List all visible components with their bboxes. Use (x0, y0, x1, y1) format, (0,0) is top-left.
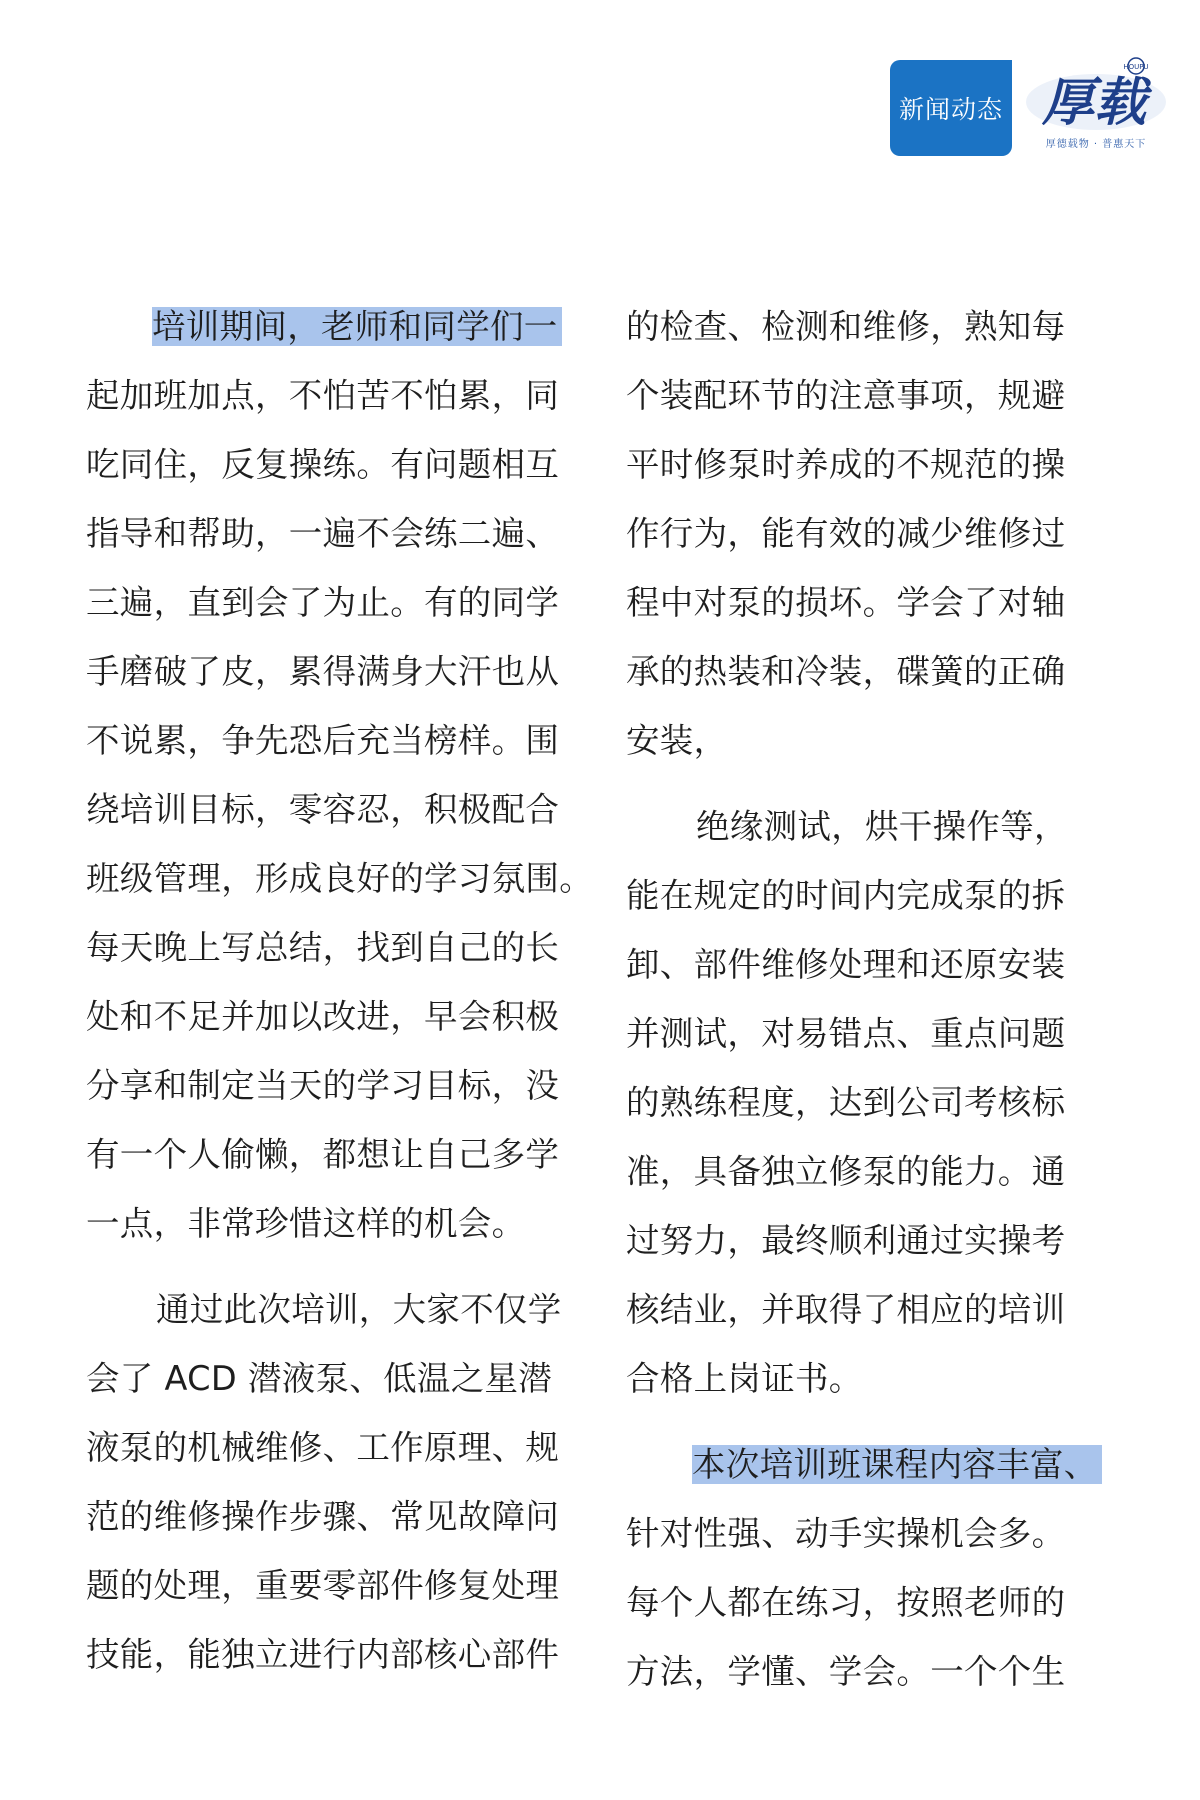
text-line: 一点，非常珍惜这样的机会。 (86, 1204, 526, 1243)
paragraph-training-period (86, 292, 593, 1258)
text-line: 卸、部件维修处理和还原安装 (626, 945, 1066, 984)
text-line: 能在规定的时间内完成泵的拆 (626, 876, 1066, 915)
text-line: 的检查、检测和维修，熟知每 (626, 307, 1066, 346)
text-line: 作行为，能有效的减少维修过 (626, 514, 1066, 553)
text-line: 会了 ACD 潜液泵、低温之星潜 (86, 1359, 553, 1398)
left-column (86, 292, 593, 1689)
text-line: 有一个人偷懒，都想让自己多学 (86, 1135, 560, 1174)
text-line: 分享和制定当天的学习目标，没 (86, 1066, 560, 1105)
text-line: 针对性强、动手实操机会多。 (626, 1514, 1066, 1553)
text-line: 起加班加点，不怕苦不怕累，同 (86, 376, 560, 415)
paragraph-training-results (86, 1275, 586, 1689)
logo-mark: 厚载 (1041, 72, 1147, 133)
paragraph-continuation (626, 292, 1126, 775)
logo-slogan: 厚德载物 · 普惠天下 (1045, 139, 1147, 150)
text-line: 承的热装和冷装，碟簧的正确 (626, 652, 1066, 691)
text-line: 指导和帮助，一遍不会练二遍、 (86, 514, 560, 553)
text-line: 合格上岗证书。 (626, 1359, 863, 1398)
text-line: 不说累，争先恐后充当榜样。围 (86, 721, 560, 760)
news-section-badge (890, 60, 1012, 156)
text-line: 准，具备独立修泵的能力。通 (626, 1152, 1066, 1191)
text-line: 并测试，对易错点、重点问题 (626, 1014, 1066, 1053)
highlighted-lead-line: 本次培训班课程内容丰富、 (692, 1445, 1102, 1484)
paragraph-course-summary (626, 1430, 1126, 1706)
text-line: 技能，能独立进行内部核心部件 (86, 1635, 560, 1674)
logo-brand: HOUPU (1123, 63, 1149, 71)
text-line: 吃同住，反复操练。有问题相互 (86, 445, 560, 484)
text-line: 安装， (626, 721, 728, 760)
text-line: 范的维修操作步骤、常见故障问 (86, 1497, 560, 1536)
text-line: 方法，学懂、学会。一个个生 (626, 1652, 1066, 1691)
text-line: 处和不足并加以改进，早会积极 (86, 997, 560, 1036)
text-line: 过努力，最终顺利通过实操考 (626, 1221, 1066, 1260)
text-line: 绕培训目标，零容忍，积极配合 (86, 790, 560, 829)
text-line: 液泵的机械维修、工作原理、规 (86, 1428, 560, 1467)
text-line: 班级管理，形成良好的学习氛围。 (86, 859, 593, 898)
text-line: 平时修泵时养成的不规范的操 (626, 445, 1066, 484)
text-line: 程中对泵的损坏。学会了对轴 (626, 583, 1066, 622)
badge-label: 新闻动态 (898, 95, 1003, 124)
text-line: 每天晚上写总结，找到自己的长 (86, 928, 560, 967)
text-line: 的熟练程度，达到公司考核标 (626, 1083, 1066, 1122)
text-line: 通过此次培训，大家不仅学 (156, 1290, 562, 1329)
right-column (626, 292, 1126, 1706)
text-line: 每个人都在练习，按照老师的 (626, 1583, 1066, 1622)
text-line: 题的处理，重要零部件修复处理 (86, 1566, 560, 1605)
text-line: 核结业，并取得了相应的培训 (626, 1290, 1066, 1329)
paragraph-insulation-test (626, 792, 1126, 1413)
text-line: 手磨破了皮，累得满身大汗也从 (86, 652, 560, 691)
highlighted-lead-line: 培训期间，老师和同学们一 (152, 307, 562, 346)
text-line: 绝缘测试，烘干操作等， (696, 807, 1068, 846)
text-line: 个装配环节的注意事项，规避 (626, 376, 1066, 415)
text-line: 三遍，直到会了为止。有的同学 (86, 583, 560, 622)
